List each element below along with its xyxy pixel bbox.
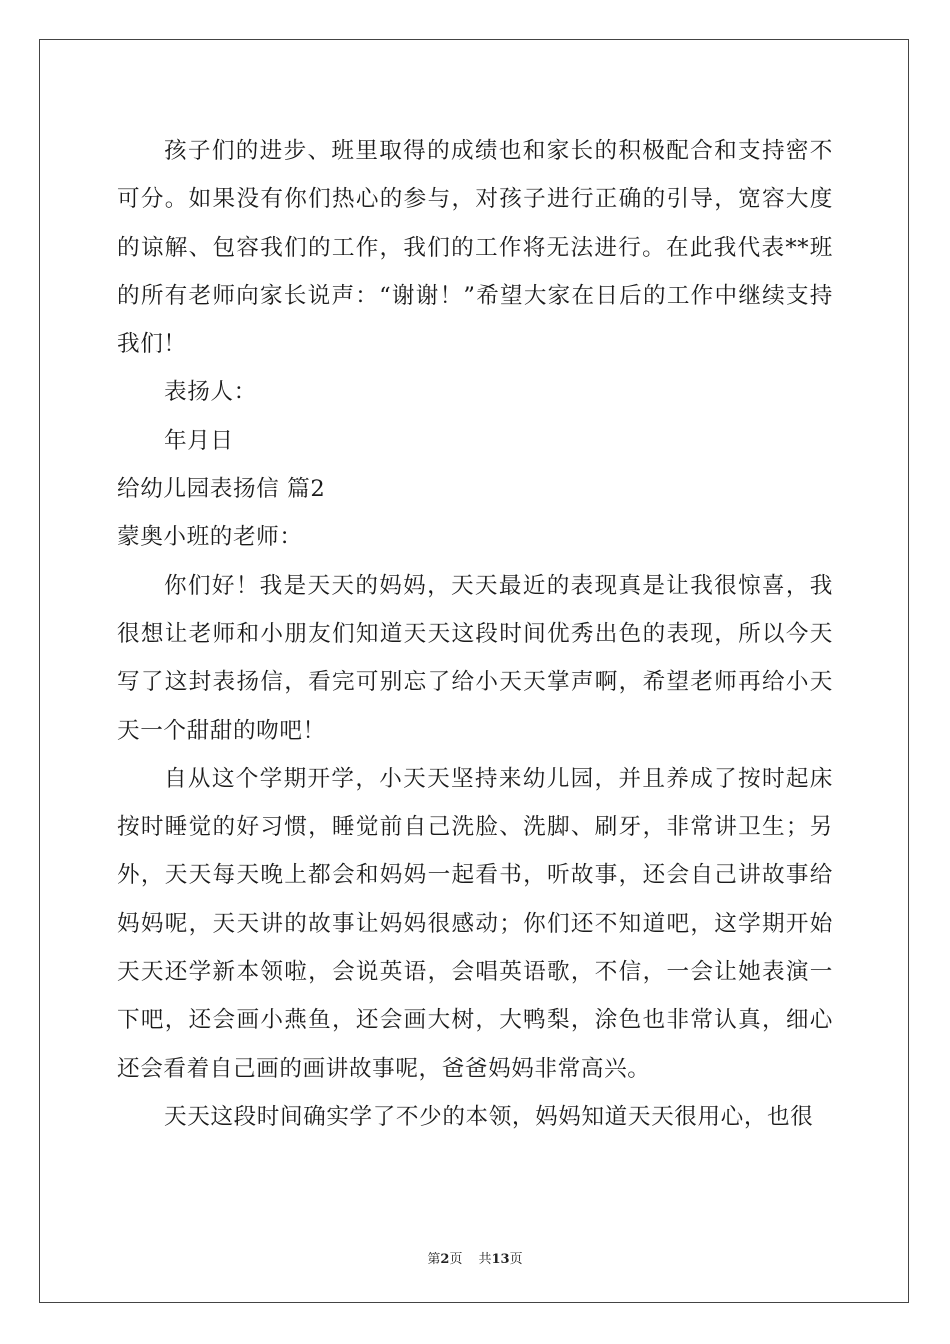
paragraph-gratitude: 孩子们的进步、班里取得的成绩也和家长的积极配合和支持密不可分。如果没有你们热心的参与，对孩子进行正确的引导，宽容大度的谅解、包容我们的工作，我们的工作将无法进行。在此我代表**班的所有老师向家长说声：“谢谢！”希望大家在日后的工作中继续支持我们！: [117, 138, 833, 358]
section-heading: 给幼儿园表扬信 篇2: [117, 476, 326, 503]
page-footer: [0, 1248, 950, 1267]
signature-date: 年月日: [164, 427, 234, 454]
document-body: [117, 127, 833, 1141]
total-pages: 13: [491, 1252, 510, 1267]
page-number: 2: [440, 1252, 450, 1267]
paragraph-skills: 天天这段时间确实学了不少的本领，妈妈知道天天很用心，也很: [164, 1103, 814, 1130]
total-suffix: 页: [509, 1252, 523, 1267]
page-prefix: 第: [427, 1252, 441, 1267]
paragraph-greeting: 你们好！我是天天的妈妈，天天最近的表现真是让我很惊喜，我很想让老师和小朋友们知道天天这段时间优秀出色的表现，所以今天写了这封表扬信，看完可别忘了给小天天掌声啊，希望老师再给小天天一个甜甜的吻吧！: [117, 572, 833, 744]
salutation: 蒙奥小班的老师：: [117, 524, 303, 551]
signature-praiser: 表扬人：: [164, 379, 257, 406]
total-prefix: 共: [478, 1252, 492, 1267]
page-suffix: 页: [449, 1252, 463, 1267]
paragraph-progress: 自从这个学期开学，小天天坚持来幼儿园，并且养成了按时起床按时睡觉的好习惯，睡觉前自己洗脸、洗脚、刷牙，非常讲卫生；另外，天天每天晚上都会和妈妈一起看书，听故事，还会自己讲故事给妈妈呢，天天讲的故事让妈妈很感动；你们还不知道吧，这学期开始天天还学新本领啦，会说英语，会唱英语歌，不信，一会让她表演一下吧，还会画小燕鱼，还会画大树，大鸭梨，涂色也非常认真，细心还会看着自己画的画讲故事呢，爸爸妈妈非常高兴。: [117, 765, 833, 1082]
